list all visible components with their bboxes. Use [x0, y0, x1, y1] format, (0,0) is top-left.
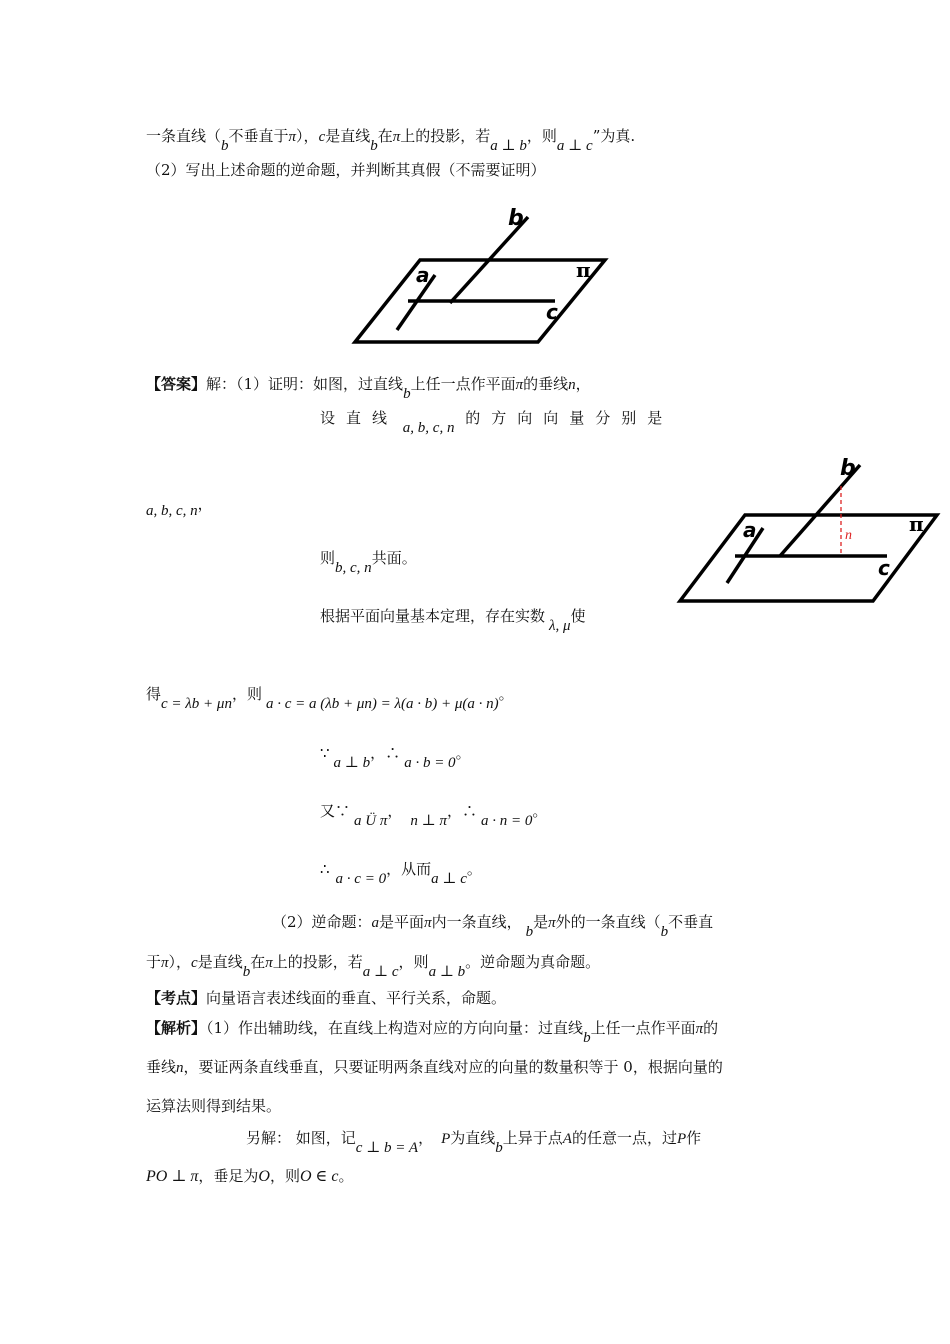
text: ，则	[231, 685, 262, 703]
math-pi: π	[695, 1021, 704, 1037]
text: ，则	[269, 1167, 300, 1185]
math-a-perp-c: a ⊥ c	[556, 138, 593, 154]
math-b: b	[525, 924, 534, 940]
math-n-perp-pi: n ⊥ π	[410, 813, 448, 829]
math-vectors: a, b, c, n	[146, 503, 198, 519]
equation-line-1	[146, 684, 514, 712]
text: ，从而	[386, 860, 432, 878]
math-n: n	[176, 1060, 184, 1076]
math-an-zero: a · n = 0	[481, 813, 533, 829]
text: 是直线	[197, 953, 243, 971]
math-pi: π	[548, 915, 556, 931]
math-ac-zero: a · c = 0	[335, 871, 387, 887]
part2-line-2	[146, 952, 601, 980]
jiexi-tag: 【解析】	[146, 1019, 207, 1037]
text: ，	[418, 1129, 434, 1147]
answer-tag: 【答案】	[146, 375, 207, 393]
hence-symbol: ∴	[320, 860, 330, 878]
text: 。	[338, 1167, 354, 1185]
direction-vectors-cont	[146, 495, 213, 521]
label-a: a	[743, 518, 757, 542]
text: 内一条直线，	[431, 913, 522, 931]
text: 为直线	[450, 1129, 496, 1147]
math-pi: π	[288, 129, 297, 145]
hence-symbol: ∴	[385, 744, 401, 762]
text: 的任意一点，过	[571, 1129, 677, 1147]
math-vectors: a, b, c, n	[402, 420, 455, 436]
text: （2）逆命题：	[272, 913, 372, 931]
text: 得	[146, 685, 162, 703]
text: ，	[575, 375, 591, 393]
math-pi: π	[424, 915, 432, 931]
text: 的垂线	[523, 375, 569, 393]
math-ab-zero: a · b = 0	[404, 755, 456, 771]
text: 外的一条直线（	[555, 913, 661, 931]
kaodian-line	[146, 988, 506, 1008]
figure-plane-lines-with-normal	[675, 453, 950, 608]
math-O: O	[258, 1168, 270, 1185]
text: 。	[498, 685, 514, 703]
text: 在	[377, 127, 393, 145]
text: 是直线	[325, 127, 371, 145]
math-P: P	[441, 1131, 451, 1147]
text: 。	[455, 744, 471, 762]
step-line-1	[320, 743, 471, 771]
text: ，则	[526, 127, 557, 145]
step-line-2	[320, 801, 548, 829]
text: 。逆命题为真命题。	[465, 953, 601, 971]
answer-line	[146, 374, 591, 402]
alt-solution-line-1	[246, 1128, 702, 1156]
text: ”为真.	[592, 127, 636, 145]
label-b: b	[840, 456, 856, 481]
math-A: A	[562, 1131, 572, 1147]
jiexi-line-1	[146, 1018, 719, 1046]
coplanar-line	[320, 548, 417, 576]
text: 的方向向量分别是	[465, 409, 674, 427]
text: ），	[296, 127, 319, 145]
math-a-perp-b: a ⊥ b	[428, 964, 466, 980]
label-c: c	[878, 556, 890, 580]
label-c: c	[546, 300, 558, 324]
text: 共面。	[371, 549, 417, 567]
text: 使	[570, 607, 586, 625]
math-a-perp-c: a ⊥ c	[431, 871, 467, 887]
math-dot-product: a · c = a (λb + μn) = λ(a · b) + μ(a · n)	[265, 696, 499, 712]
alt-solution-line-2	[146, 1166, 354, 1187]
math-c: c	[318, 129, 326, 145]
math-b: b	[370, 138, 378, 154]
math-a-perp-c: a ⊥ c	[362, 964, 399, 980]
math-c: c	[191, 955, 198, 971]
label-a: a	[416, 263, 430, 287]
problem-line-1	[146, 126, 636, 154]
math-c-perp-b-A: c ⊥ b = A	[355, 1140, 419, 1156]
math-pi: π	[392, 129, 401, 145]
math-b: b	[660, 924, 669, 940]
math-O-in-c: O ∈ c	[299, 1168, 339, 1185]
math-lambda-mu: λ, μ	[549, 618, 571, 634]
text: 设直线	[320, 409, 399, 427]
text: 于	[146, 953, 162, 971]
text: 的	[703, 1019, 719, 1037]
text: 上任一点作平面	[590, 1019, 696, 1037]
math-c-decomp: c = λb + μn	[161, 696, 232, 712]
math-a-perp-b: a ⊥ b	[490, 138, 527, 154]
text: ，	[370, 744, 386, 762]
text: 上任一点作平面	[410, 375, 516, 393]
text: 上的投影，若	[400, 127, 491, 145]
text: 作	[686, 1129, 702, 1147]
text: 是	[533, 913, 549, 931]
text: ，	[197, 495, 213, 513]
label-pi: π	[576, 258, 591, 282]
text: 一条直线（	[146, 127, 222, 145]
math-P: P	[676, 1131, 687, 1147]
math-PO-perp-pi: PO ⊥ π	[146, 1168, 199, 1185]
label-n: n	[845, 528, 852, 543]
text: 不垂直	[668, 913, 714, 931]
text: 上异于点	[502, 1129, 563, 1147]
text: ，要证两条直线垂直，只要证明两条直线对应的向量的数量积等于 0，根据向量的	[183, 1058, 723, 1076]
text: 。	[532, 802, 548, 820]
text: ，则	[398, 953, 429, 971]
math-b: b	[403, 386, 411, 402]
text: 则	[320, 549, 336, 567]
text: ），	[168, 953, 192, 971]
text: （1）作出辅助线，在直线上构造对应的方向向量：过直线	[206, 1019, 584, 1037]
text: ，	[447, 802, 463, 820]
text: 是平面	[379, 913, 425, 931]
math-a-perp-b: a ⊥ b	[333, 755, 371, 771]
text: 向量语言表述线面的垂直、平行关系，命题。	[206, 989, 507, 1007]
text: 不垂直于	[228, 127, 289, 145]
text: 。	[466, 860, 482, 878]
text: 解：（1）证明：如图，过直线	[206, 375, 404, 393]
plane-pi	[680, 515, 937, 601]
direction-vectors-line	[320, 408, 674, 436]
math-b: b	[495, 1140, 503, 1156]
part2-line-1	[272, 912, 714, 940]
figure-plane-lines	[350, 205, 620, 355]
since-symbol: ∵	[320, 744, 330, 762]
text: 上的投影，若	[272, 953, 363, 971]
jiexi-line-3: 运算法则得到结果。	[146, 1097, 282, 1115]
math-b: b	[221, 138, 229, 154]
problem-line-2: （2）写出上述命题的逆命题，并判断其真假（不需要证明）	[146, 161, 546, 179]
text: 另解： 如图，记	[246, 1129, 356, 1147]
math-a: a	[371, 915, 380, 931]
theorem-line	[320, 606, 586, 634]
text: 垂线	[146, 1058, 177, 1076]
text: 又∵	[320, 802, 351, 820]
text: 根据平面向量基本定理，存在实数	[320, 607, 546, 625]
label-pi: π	[909, 512, 924, 536]
math-a-in-pi: a Ü π	[354, 813, 388, 829]
math-b: b	[583, 1030, 591, 1046]
math-vectors: b, c, n	[335, 560, 372, 576]
math-n: n	[568, 377, 576, 393]
label-b: b	[508, 206, 524, 231]
text: 在	[250, 953, 266, 971]
math-pi: π	[515, 377, 524, 393]
step-line-3	[320, 859, 482, 887]
text: ，垂足为	[198, 1167, 259, 1185]
math-b: b	[242, 964, 251, 980]
math-pi: π	[161, 955, 169, 971]
hence-symbol: ∴	[462, 802, 478, 820]
math-pi: π	[265, 955, 273, 971]
kaodian-tag: 【考点】	[146, 989, 207, 1007]
text: ，	[387, 802, 403, 820]
jiexi-line-2	[146, 1057, 723, 1078]
